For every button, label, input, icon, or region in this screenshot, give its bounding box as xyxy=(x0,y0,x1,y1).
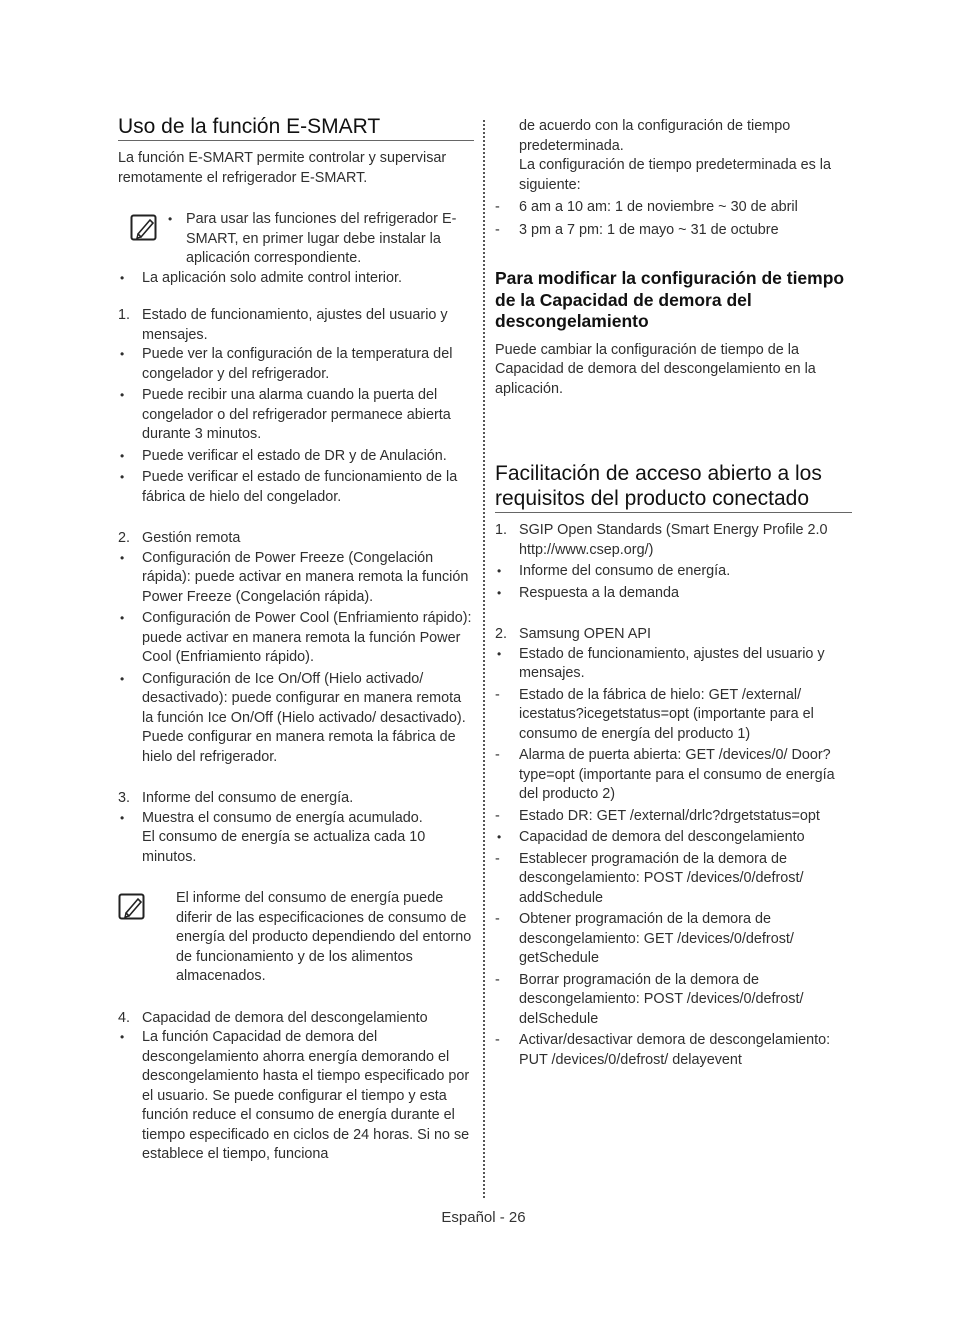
list-item-text: Puede ver la configuración de la temperatura del congelador y del refrigerador. xyxy=(142,346,453,382)
page-footer: Español - 26 xyxy=(441,1209,526,1226)
right-column xyxy=(495,117,852,1070)
bullet-mark: • xyxy=(120,470,125,484)
list-item-text: Estado DR: GET /external/drlc?drgetstatus=opt xyxy=(519,807,820,824)
section-heading: Facilitación de acceso abierto a los requisitos del producto conectado xyxy=(495,461,852,513)
section-number: 1. xyxy=(118,307,131,323)
list-item xyxy=(118,549,474,608)
section-number: 1. xyxy=(495,522,508,538)
bullet-mark: • xyxy=(120,1030,125,1044)
list-item-text: El consumo de energía se actualiza cada 10 minutos. xyxy=(142,829,426,865)
bullet-mark: • xyxy=(120,347,125,361)
dash-mark: - xyxy=(495,199,500,215)
list-item-text: Estado de la fábrica de hielo: GET /external/ icestatus?icegetstatus=opt (importante para el consumo de energía del producto 1) xyxy=(519,686,814,742)
list-item xyxy=(495,584,852,604)
dash-item xyxy=(495,198,852,218)
list-item xyxy=(118,809,474,829)
list-item-text: Puede verificar el estado de funcionamiento de la fábrica de hielo del congelador. xyxy=(142,469,458,505)
dash-item xyxy=(495,971,852,1030)
list-item-text: Establecer programación de la demora de descongelamiento: POST /devices/0/defrost/ addSchedule xyxy=(519,850,804,906)
dash-item xyxy=(495,686,852,745)
list-item-text: Respuesta a la demanda xyxy=(519,584,680,601)
list-item-text: Configuración de Ice On/Off (Hielo activado/ desactivado): puede configurar en manera remota la función Ice On/Off (Hielo activado/ desactivado). xyxy=(142,670,466,726)
section-number: 2. xyxy=(118,530,131,546)
section-number: 4. xyxy=(118,1009,131,1026)
list-item-text: La función Capacidad de demora del descongelamiento ahorra energía demorando el descongelamiento hasta el tiempo especificado por el usuario. Se puede configurar el tiempo y esta función reduce el consumo de energía durante el tiempo especificado en ciclos de 24 horas. Si no se establece el tiempo, funciona xyxy=(142,1029,470,1162)
list-item-text: Alarma de puerta abierta: GET /devices/0/ Door?type=opt (importante para el consumo de energía del producto 2) xyxy=(519,747,835,802)
bullet-mark: • xyxy=(120,810,125,825)
list-item xyxy=(118,1028,474,1165)
list-item-text: 6 am a 10 am: 1 de noviembre ~ 30 de abril xyxy=(519,199,798,215)
list-item-text: Puede verificar el estado de DR y de Anulación. xyxy=(142,447,447,464)
list-item-text: Puede recibir una alarma cuando la puerta del congelador o del refrigerador permanece abierta durante 3 minutos. xyxy=(142,387,451,442)
continuation-text xyxy=(495,156,852,195)
bullet-mark: • xyxy=(120,611,125,625)
column-divider xyxy=(483,120,485,1198)
dash-mark: - xyxy=(495,850,500,867)
section-title: Samsung OPEN API xyxy=(519,626,651,642)
list-item-text: Capacidad de demora del descongelamiento xyxy=(519,829,805,845)
bullet-mark: • xyxy=(120,388,125,402)
bullet-mark: • xyxy=(168,212,173,226)
dash-item xyxy=(495,910,852,969)
continuation-text xyxy=(495,117,852,156)
list-item-continuation xyxy=(118,828,474,867)
note-block xyxy=(118,889,474,987)
bullet-mark: • xyxy=(497,564,502,578)
note-text: El informe del consumo de energía puede diferir de las especificaciones de consumo de energía del producto dependiendo del entorno de funcionamiento y de los alimentos almacenados. xyxy=(176,890,472,984)
bullet-mark: • xyxy=(497,646,502,661)
bullet-mark: • xyxy=(497,830,502,844)
dash-item xyxy=(495,746,852,805)
numbered-section-4 xyxy=(118,1009,474,1029)
note-item xyxy=(166,210,474,269)
list-item-continuation xyxy=(118,728,474,767)
list-item xyxy=(118,447,474,467)
list-item xyxy=(495,562,852,582)
list-item-text: La aplicación solo admite control interior. xyxy=(142,269,402,286)
list-item-text: 3 pm a 7 pm: 1 de mayo ~ 31 de octubre xyxy=(519,221,779,238)
bullet-mark: • xyxy=(120,550,125,565)
dash-mark: - xyxy=(495,1032,500,1048)
numbered-section-2 xyxy=(495,625,852,645)
section-number: 2. xyxy=(495,626,508,642)
paragraph-text: La configuración de tiempo predeterminada es la siguiente: xyxy=(519,157,831,193)
list-item-text: Configuración de Power Freeze (Congelación rápida): puede activar en manera remota la función Power Freeze (Congelación rápida). xyxy=(142,549,469,605)
section-title: Gestión remota xyxy=(142,530,241,546)
bullet-mark: • xyxy=(120,448,125,463)
dash-mark: - xyxy=(495,747,500,763)
bullet-mark: • xyxy=(497,585,502,600)
list-item xyxy=(118,609,474,668)
numbered-section-1 xyxy=(495,521,852,560)
section-number: 3. xyxy=(118,790,131,806)
list-item xyxy=(118,386,474,445)
list-item-text: Estado de funcionamiento, ajustes del usuario y mensajes. xyxy=(519,645,825,681)
numbered-section-3 xyxy=(118,789,474,809)
note-block xyxy=(118,210,474,269)
bullet-mark: • xyxy=(120,270,125,285)
list-item-text: Configuración de Power Cool (Enfriamiento rápido): puede activar en manera remota la función Power Cool (Enfriamiento rápido). xyxy=(142,610,472,665)
bullet-mark: • xyxy=(120,671,125,686)
dash-item xyxy=(495,850,852,909)
list-item xyxy=(495,828,852,848)
list-item-text: Obtener programación de la demora de descongelamiento: GET /devices/0/defrost/ getSchedule xyxy=(519,911,794,966)
numbered-section-2 xyxy=(118,529,474,549)
section-title: Capacidad de demora del descongelamiento xyxy=(142,1009,428,1026)
list-item xyxy=(118,345,474,384)
list-item-text: Activar/desactivar demora de descongelamiento: PUT /devices/0/defrost/ delayevent xyxy=(519,1032,831,1068)
list-item-text: Informe del consumo de energía. xyxy=(519,563,731,579)
dash-mark: - xyxy=(495,221,500,238)
section-title: SGIP Open Standards (Smart Energy Profile 2.0 http://www.csep.org/) xyxy=(519,522,828,558)
note-text: Para usar las funciones del refrigerador E-SMART, en primer lugar debe instalar la aplicación correspondiente. xyxy=(186,211,457,266)
list-item xyxy=(118,670,474,729)
dash-mark: - xyxy=(495,971,500,988)
dash-mark: - xyxy=(495,911,500,927)
section-title: Estado de funcionamiento, ajustes del usuario y mensajes. xyxy=(142,307,448,343)
intro-text: La función E-SMART permite controlar y supervisar remotamente el refrigerador E-SMART. xyxy=(118,150,447,186)
list-item-text: Muestra el consumo de energía acumulado. xyxy=(142,809,423,826)
list-item xyxy=(118,269,474,289)
list-item xyxy=(118,468,474,507)
paragraph-text: Puede cambiar la configuración de tiempo de la Capacidad de demora del descongelamiento en la aplicación. xyxy=(495,341,816,397)
dash-mark: - xyxy=(495,807,500,824)
list-item-text: Puede configurar en manera remota la fábrica de hielo del refrigerador. xyxy=(142,729,456,765)
subsection-heading: Para modificar la configuración de tiempo de la Capacidad de demora del descongelamiento xyxy=(495,268,845,331)
note-pencil-icon xyxy=(130,214,160,242)
dash-item xyxy=(495,1031,852,1070)
left-column xyxy=(118,114,474,1165)
numbered-section-1 xyxy=(118,306,474,345)
list-item-text: Borrar programación de la demora de descongelamiento: POST /devices/0/defrost/ delSchedule xyxy=(519,971,804,1027)
dash-item xyxy=(495,807,852,827)
dash-mark: - xyxy=(495,686,500,703)
section-title: Informe del consumo de energía. xyxy=(142,790,354,806)
section-heading: Uso de la función E-SMART xyxy=(118,114,474,141)
paragraph-text: de acuerdo con la configuración de tiempo predeterminada. xyxy=(519,118,791,154)
dash-item xyxy=(495,221,852,241)
list-item xyxy=(495,645,852,684)
note-pencil-icon xyxy=(118,893,148,921)
